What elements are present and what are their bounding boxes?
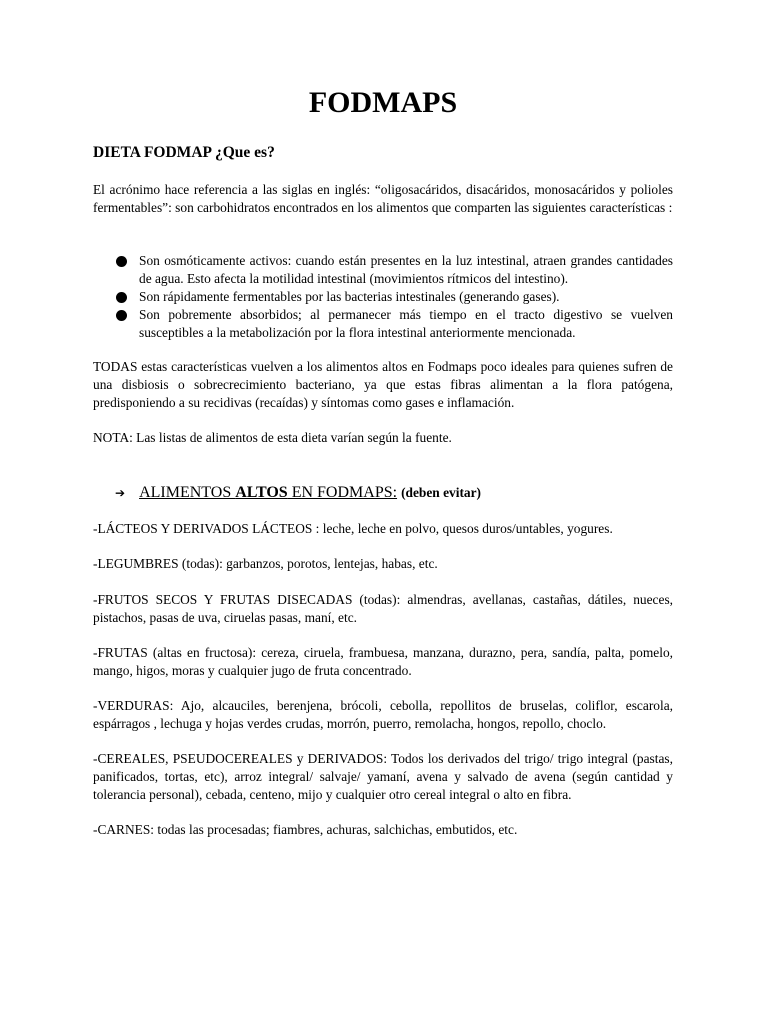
- arrow-right-icon: ➔: [115, 486, 126, 500]
- food-item-legumbres: -LEGUMBRES (todas): garbanzos, porotos, lentejas, habas, etc.: [93, 556, 438, 571]
- bullet-icon: [116, 256, 127, 267]
- food-item-verduras: -VERDURAS: Ajo, alcauciles, berenjena, brócoli, cebolla, repollitos de bruselas, coliflor, escarola, espárragos , lechuga y hojas verdes crudas, morrón, puerro, remolacha, hongos, repollo, choclo.: [93, 698, 673, 731]
- nota-paragraph: NOTA: Las listas de alimentos de esta dieta varían según la fuente.: [93, 430, 452, 445]
- list-item: Son rápidamente fermentables por las bacterias intestinales (generando gases).: [113, 288, 673, 306]
- todas-paragraph: TODAS estas características vuelven a los alimentos altos en Fodmaps poco ideales para quienes sufren de una disbiosis o sobrecrecimiento bacteriano, ya que estas fibras alimentan a la flora patógena, predisponiendo a su recidivas (recaídas) y síntomas como gases e inflamación.: [93, 359, 673, 410]
- section-heading: [115, 483, 481, 503]
- food-item-lacteos: -LÁCTEOS Y DERIVADOS LÁCTEOS : leche, leche en polvo, quesos duros/untables, yogures.: [93, 521, 613, 536]
- bullet-icon: [116, 292, 127, 303]
- food-item-cereales: -CEREALES, PSEUDOCEREALES y DERIVADOS: Todos los derivados del trigo/ trigo integral (pastas, panificados, tortas, etc), arroz integral/ salvaje/ yamaní, avena y salvado de avena (según cantidad y tolerancia personal), cebada, centeno, mijo y cualquier otro cereal integral o alto en fibra.: [93, 751, 673, 802]
- characteristics-list: [113, 252, 673, 342]
- section-subtitle: DIETA FODMAP ¿Que es?: [93, 144, 275, 161]
- food-item-carnes: -CARNES: todas las procesadas; fiambres, achuras, salchichas, embutidos, etc.: [93, 822, 518, 837]
- food-item-frutos-secos: -FRUTOS SECOS Y FRUTAS DISECADAS (todas): almendras, avellanas, castañas, dátiles, nueces, pistachos, pasas de uva, ciruelas pasas, maní, etc.: [93, 592, 673, 625]
- intro-paragraph: El acrónimo hace referencia a las siglas en inglés: “oligosacáridos, disacáridos, monosacáridos y polioles fermentables”: son carbohidratos encontrados en los alimentos que comparten las siguientes características :: [93, 182, 673, 215]
- list-item: Son pobremente absorbidos; al permanecer más tiempo en el tracto digestivo se vuelven susceptibles a la metabolización por la flora intestinal anteriormente mencionada.: [113, 306, 673, 342]
- heading-note: (deben evitar): [401, 485, 482, 500]
- heading-text: ALIMENTOS ALTOS EN FODMAPS:: [139, 484, 398, 501]
- list-item: Son osmóticamente activos: cuando están presentes en la luz intestinal, atraen grandes cantidades de agua. Esto afecta la motilidad intestinal (movimientos rítmicos del intestino).: [113, 252, 673, 288]
- bullet-icon: [116, 310, 127, 321]
- food-item-frutas: -FRUTAS (altas en fructosa): cereza, ciruela, frambuesa, manzana, durazno, pera, sandía, palta, pomelo, mango, higos, moras y cualquier jugo de fruta concentrado.: [93, 645, 673, 678]
- document-title: FODMAPS: [308, 86, 458, 119]
